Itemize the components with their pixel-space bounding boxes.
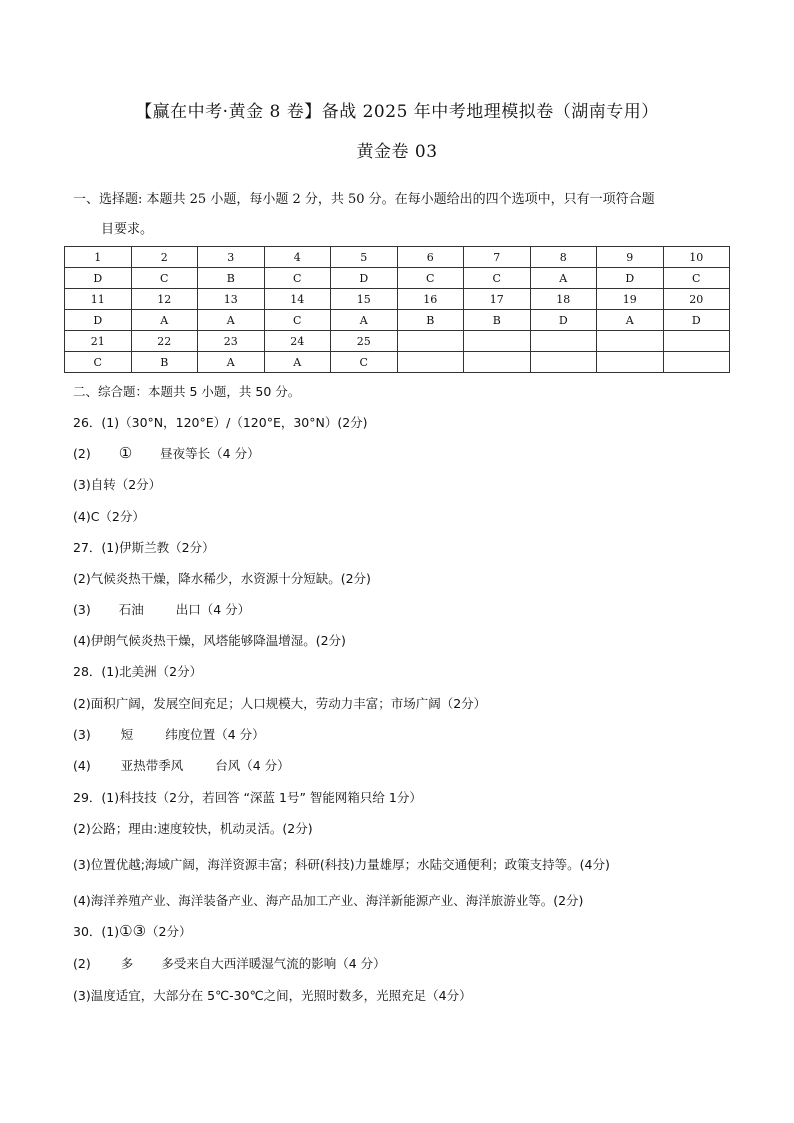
table-cell: [530, 331, 597, 352]
table-cell: [397, 352, 464, 373]
section1-instructions: [73, 185, 733, 245]
table-cell: 14: [264, 289, 331, 310]
table-cell: 25: [331, 331, 398, 352]
table-cell: D: [663, 310, 730, 331]
q28-part1: 28．(1)北美洲（2分）: [73, 664, 203, 679]
q28-part4-answer1: 亚热带季风: [120, 758, 184, 773]
table-cell: [464, 352, 531, 373]
q28-part3: [73, 725, 265, 743]
table-cell: 13: [198, 289, 265, 310]
table-cell: 10: [663, 247, 730, 268]
table-row: [65, 247, 730, 268]
q28-part2: (2)面积广阔，发展空间充足；人口规模大，劳动力丰富；市场广阔（2分）: [73, 696, 487, 711]
table-cell: 22: [131, 331, 198, 352]
q30-part2-answer2: 多受来自大西洋暖湿气流的影响（4 分）: [161, 956, 386, 971]
table-cell: 9: [597, 247, 664, 268]
table-cell: B: [464, 310, 531, 331]
q28-part4-label: (4): [73, 758, 91, 773]
q30-part1-answer: ①③: [119, 922, 147, 940]
table-cell: [464, 331, 531, 352]
table-cell: A: [331, 310, 398, 331]
table-cell: C: [397, 268, 464, 289]
q28-part3-label: (3): [73, 727, 91, 742]
q27-part4: (4)伊朗气候炎热干燥，风塔能够降温增湿。(2分): [73, 633, 346, 648]
q29-part3: (3)位置优越;海域广阔，海洋资源丰富；科研(科技)力量雄厚；水陆交通便利；政策支持等。(4分): [73, 857, 610, 872]
table-cell: 1: [65, 247, 132, 268]
table-cell: 17: [464, 289, 531, 310]
table-cell: A: [264, 352, 331, 373]
table-cell: C: [65, 352, 132, 373]
table-row: [65, 352, 730, 373]
table-cell: 12: [131, 289, 198, 310]
table-cell: D: [65, 310, 132, 331]
table-cell: D: [65, 268, 132, 289]
table-row: [65, 310, 730, 331]
table-cell: B: [198, 268, 265, 289]
table-cell: [530, 352, 597, 373]
q27-part1: 27．(1)伊斯兰教（2分）: [73, 540, 215, 555]
section1-line2: 目要求。: [101, 222, 154, 237]
section1-line1: 一、选择题: 本题共 25 小题，每小题 2 分，共 50 分。在每小题给出的四个选项中，只有一项符合题: [73, 192, 655, 207]
table-cell: [663, 352, 730, 373]
table-cell: C: [331, 352, 398, 373]
table-cell: [597, 331, 664, 352]
q27-part3-answer2: 出口（4 分）: [175, 602, 251, 617]
table-cell: 7: [464, 247, 531, 268]
table-cell: 8: [530, 247, 597, 268]
table-row: [65, 268, 730, 289]
q28-part3-answer2: 纬度位置（4 分）: [165, 727, 265, 742]
table-cell: C: [264, 268, 331, 289]
table-cell: 11: [65, 289, 132, 310]
document-subtitle: 黄金卷 03: [356, 142, 438, 162]
q28-part4-answer2: 台风（4 分）: [215, 758, 290, 773]
section2-heading: 二、综合题：本题共 5 小题，共 50 分。: [73, 384, 301, 399]
answer-table: [64, 246, 730, 373]
table-cell: [397, 331, 464, 352]
q27-part3-answer1: 石油: [118, 602, 144, 617]
q30-part1: [73, 922, 191, 940]
q29-part1: 29．(1)科技技（2分，若回答 “深蓝 1号” 智能网箱只给 1分）: [73, 790, 422, 805]
table-cell: 5: [331, 247, 398, 268]
table-cell: [663, 331, 730, 352]
q26-part4: (4)C（2分）: [73, 509, 145, 524]
q29-part4: (4)海洋养殖产业、海洋装备产业、海产品加工产业、海洋新能源产业、海洋旅游业等。(2分): [73, 893, 584, 908]
q27-part3: [73, 600, 250, 618]
table-cell: 18: [530, 289, 597, 310]
table-cell: D: [597, 268, 664, 289]
table-cell: 21: [65, 331, 132, 352]
table-cell: A: [198, 352, 265, 373]
table-cell: C: [264, 310, 331, 331]
q30-part2-answer1: 多: [120, 956, 134, 971]
table-cell: 3: [198, 247, 265, 268]
table-row: [65, 331, 730, 352]
table-cell: 20: [663, 289, 730, 310]
q28-part3-answer1: 短: [120, 727, 134, 742]
table-cell: 6: [397, 247, 464, 268]
q30-part2: [73, 954, 386, 972]
table-cell: 19: [597, 289, 664, 310]
table-cell: 16: [397, 289, 464, 310]
document-title: 【赢在中考·黄金 8 卷】备战 2025 年中考地理模拟卷（湖南专用）: [135, 102, 659, 122]
q26-part2-answer2: 昼夜等长（4 分）: [160, 446, 260, 461]
table-cell: B: [131, 352, 198, 373]
q27-part3-label: (3): [73, 602, 91, 617]
table-cell: C: [464, 268, 531, 289]
q29-part2: (2)公路；理由:速度较快，机动灵活。(2分): [73, 821, 313, 836]
q26-part2-label: (2): [73, 446, 91, 461]
q30-part1-score: （2分）: [146, 924, 192, 939]
table-cell: 24: [264, 331, 331, 352]
q28-part4: [73, 756, 290, 774]
table-row: [65, 289, 730, 310]
table-cell: A: [530, 268, 597, 289]
table-cell: 4: [264, 247, 331, 268]
table-cell: 2: [131, 247, 198, 268]
table-cell: D: [530, 310, 597, 331]
table-cell: A: [198, 310, 265, 331]
table-cell: 23: [198, 331, 265, 352]
table-cell: A: [131, 310, 198, 331]
table-cell: A: [597, 310, 664, 331]
q30-part2-label: (2): [73, 956, 91, 971]
table-cell: D: [331, 268, 398, 289]
table-cell: B: [397, 310, 464, 331]
q30-part3: (3)温度适宜，大部分在 5℃-30℃之间，光照时数多，光照充足（4分）: [73, 988, 472, 1003]
table-cell: C: [131, 268, 198, 289]
q26-part1: 26．(1)（30°N，120°E）/（120°E，30°N）(2分): [73, 415, 368, 430]
q26-part2-answer1: ①: [118, 444, 133, 462]
table-cell: [597, 352, 664, 373]
q27-part2: (2)气候炎热干燥，降水稀少，水资源十分短缺。(2分): [73, 571, 371, 586]
table-cell: 15: [331, 289, 398, 310]
q30-part1-label: 30．(1): [73, 924, 120, 939]
q26-part3: (3)自转（2分）: [73, 477, 162, 492]
table-cell: C: [663, 268, 730, 289]
q26-part2: [73, 444, 260, 462]
